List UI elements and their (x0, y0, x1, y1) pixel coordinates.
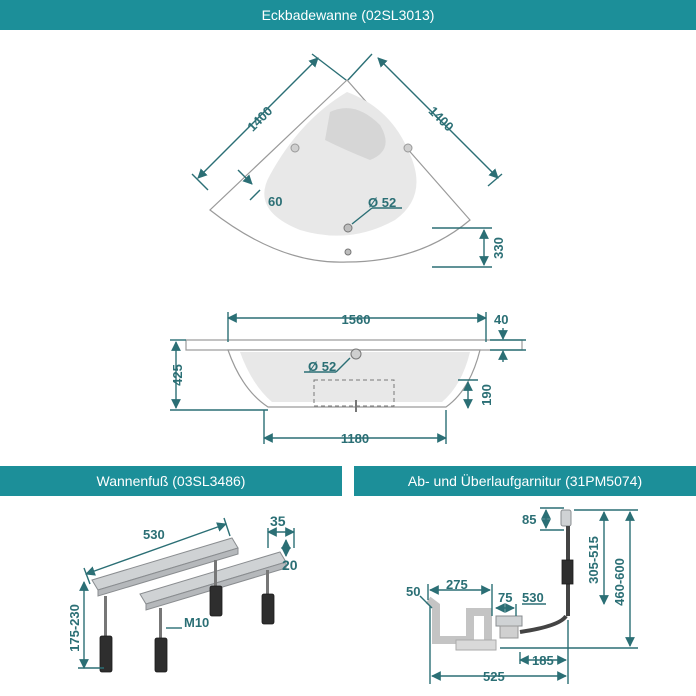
dim-label: 190 (479, 384, 494, 406)
dim-label: Ø 52 (308, 359, 337, 374)
dim-530-drain (522, 590, 546, 605)
dim-label: 525 (483, 669, 505, 684)
tub-side-view (186, 340, 522, 412)
dim-m10 (166, 615, 209, 630)
feet-drawing (92, 538, 286, 672)
dim-label: 175-230 (67, 604, 82, 652)
dim-label: Ø 52 (368, 195, 397, 210)
dim-20 (282, 540, 298, 573)
dim-label: 275 (446, 577, 468, 592)
feet-section-title: Wannenfuß (03SL3486) (0, 466, 342, 496)
dim-1560 (228, 312, 486, 342)
dim-305-515 (574, 510, 612, 604)
dim-label: 50 (406, 584, 421, 599)
dim-label: M10 (184, 615, 210, 630)
dim-1180 (264, 410, 446, 446)
dim-label: 305-515 (586, 536, 601, 584)
dim-label: 1400 (425, 103, 457, 135)
drain-hole-icon (344, 224, 352, 232)
overflow-icon (351, 349, 361, 359)
bathtub-section-title: Eckbadewanne (02SL3013) (0, 0, 696, 30)
dim-85 (522, 508, 564, 530)
dim-label: 530 (143, 527, 165, 542)
dim-label: 185 (532, 653, 554, 668)
dim-75 (496, 590, 516, 616)
dim-label: 40 (494, 312, 509, 327)
dim-label: 60 (268, 194, 283, 209)
dim-label: 1400 (244, 103, 276, 135)
drain-section-title: Ab- und Überlaufgarnitur (31PM5074) (354, 466, 696, 496)
dim-label: 425 (170, 364, 185, 386)
dim-label: 330 (491, 237, 506, 259)
dim-label: 85 (522, 512, 537, 527)
dim-label: 530 (522, 590, 544, 605)
dim-label: 1180 (340, 431, 370, 446)
dim-label: 75 (498, 590, 513, 605)
dim-35 (268, 513, 294, 548)
dim-40 (490, 312, 526, 362)
dim-label: 460-600 (612, 558, 627, 606)
dim-label: 35 (270, 513, 286, 529)
dim-label: 20 (282, 557, 298, 573)
dim-label: 1560 (341, 312, 371, 327)
